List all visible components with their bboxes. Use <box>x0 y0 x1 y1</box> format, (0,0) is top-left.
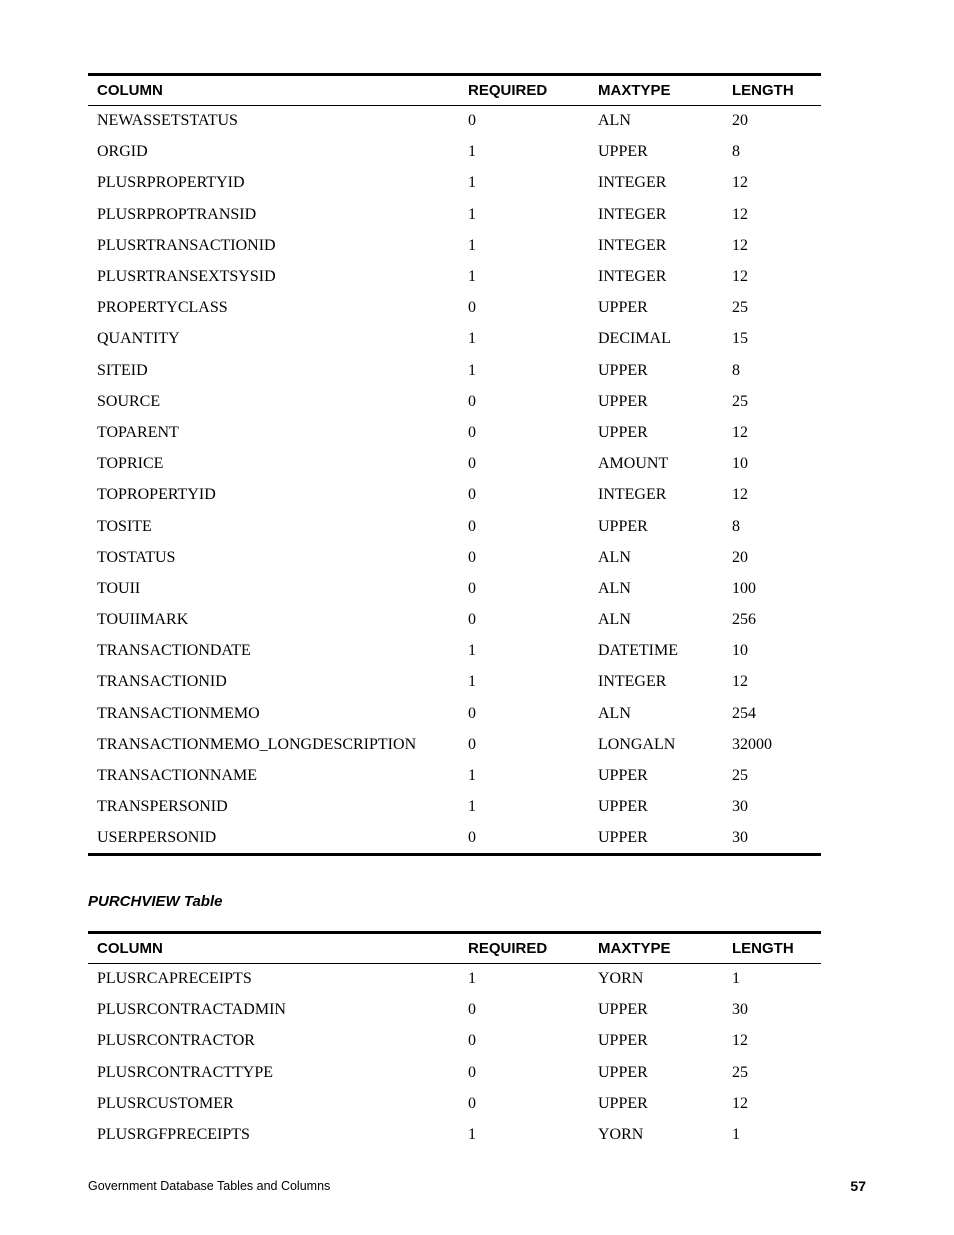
cell-column-name: TRANSACTIONMEMO_LONGDESCRIPTION <box>97 735 417 753</box>
cell-maxtype: ALN <box>598 704 631 722</box>
cell-maxtype: UPPER <box>589 823 723 854</box>
cell-column-name: PLUSRCAPRECEIPTS <box>97 970 252 988</box>
cell-maxtype: AMOUNT <box>598 455 669 473</box>
cell-length: 25 <box>732 1063 748 1081</box>
cell-required: 0 <box>468 112 476 130</box>
table-row <box>88 605 821 636</box>
cell-column-name: PLUSRCONTRACTTYPE <box>97 1063 274 1081</box>
table-body <box>88 106 821 855</box>
table-row <box>88 792 821 823</box>
table-row <box>88 760 821 791</box>
cell-length: 12 <box>732 205 748 223</box>
table-row <box>88 168 821 199</box>
cell-length: 25 <box>732 767 748 785</box>
cell-length: 10 <box>732 642 748 660</box>
header-required: REQUIRED <box>459 75 589 106</box>
cell-required: 1 <box>468 205 476 223</box>
footer-page-number: 57 <box>850 1178 866 1194</box>
table-row <box>88 1057 821 1088</box>
cell-column-name: PLUSRPROPTRANSID <box>97 205 257 223</box>
cell-length: 25 <box>732 299 748 317</box>
cell-length: 12 <box>732 1032 748 1050</box>
cell-length: 12 <box>732 673 748 691</box>
cell-maxtype: UPPER <box>598 767 648 785</box>
cell-length: 12 <box>732 1094 748 1112</box>
cell-maxtype: ALN <box>598 112 631 130</box>
cell-column-name: NEWASSETSTATUS <box>97 112 238 130</box>
cell-column-name: SITEID <box>97 361 148 379</box>
header-column: COLUMN <box>88 75 459 106</box>
table-row <box>88 823 821 854</box>
cell-maxtype: INTEGER <box>598 236 667 254</box>
table-row <box>88 995 821 1026</box>
table-body <box>88 964 821 1151</box>
cell-required: 1 <box>468 798 476 816</box>
table-row <box>88 667 821 698</box>
table-row <box>88 137 821 168</box>
cell-length: 12 <box>732 174 748 192</box>
table-row <box>88 511 821 542</box>
cell-length: 30 <box>732 798 748 816</box>
cell-required: 1 <box>468 268 476 286</box>
cell-required: 1 <box>468 330 476 348</box>
cell-length: 12 <box>732 268 748 286</box>
table-row <box>88 199 821 230</box>
column-table-2 <box>88 931 821 1151</box>
cell-length: 12 <box>732 486 748 504</box>
cell-column-name: TOPRICE <box>97 455 164 473</box>
cell-required: 0 <box>468 299 476 317</box>
cell-required: 1 <box>468 970 476 988</box>
cell-maxtype: INTEGER <box>598 268 667 286</box>
table-row <box>88 964 821 995</box>
cell-required: 0 <box>468 486 476 504</box>
cell-maxtype: YORN <box>598 970 644 988</box>
table-row <box>88 542 821 573</box>
cell-column-name: ORGID <box>97 143 148 161</box>
cell-length: 254 <box>732 704 756 722</box>
cell-length: 15 <box>732 330 748 348</box>
cell-required: 0 <box>468 392 476 410</box>
cell-column-name: PLUSRTRANSACTIONID <box>97 236 276 254</box>
cell-maxtype: LONGALN <box>598 735 676 753</box>
cell-maxtype: UPPER <box>598 423 648 441</box>
table-row <box>88 449 821 480</box>
cell-length: 8 <box>732 143 740 161</box>
cell-column-name: TOPROPERTYID <box>97 486 216 504</box>
cell-maxtype: UPPER <box>598 1032 648 1050</box>
table-row <box>88 261 821 292</box>
cell-maxtype: UPPER <box>598 1063 648 1081</box>
cell-length: 8 <box>732 361 740 379</box>
table-row <box>88 106 821 137</box>
cell-length: 256 <box>732 611 756 629</box>
table-row <box>88 698 821 729</box>
cell-maxtype: INTEGER <box>598 205 667 223</box>
cell-column-name: TRANSACTIONID <box>97 673 227 691</box>
cell-length: 32000 <box>732 735 772 753</box>
cell-required: 0 <box>468 579 476 597</box>
table-row <box>88 386 821 417</box>
cell-length: 25 <box>732 392 748 410</box>
cell-required: 0 <box>468 1063 476 1081</box>
cell-required: 0 <box>468 611 476 629</box>
table-row <box>88 1119 821 1150</box>
table-row <box>88 417 821 448</box>
cell-maxtype: UPPER <box>598 299 648 317</box>
cell-required: 1 <box>468 1126 476 1144</box>
cell-column-name: TRANSPERSONID <box>97 798 228 816</box>
table-row <box>88 1088 821 1119</box>
cell-length: 8 <box>732 517 740 535</box>
cell-required: 0 <box>468 548 476 566</box>
cell-column-name: PLUSRCONTRACTOR <box>97 1032 255 1050</box>
cell-column-name: PLUSRGFPRECEIPTS <box>97 1126 250 1144</box>
cell-maxtype: YORN <box>598 1126 644 1144</box>
cell-required: 1 <box>468 642 476 660</box>
cell-column-name: TRANSACTIONDATE <box>97 642 251 660</box>
cell-required: 0 <box>468 735 476 753</box>
header-length: LENGTH <box>723 75 821 106</box>
cell-maxtype: UPPER <box>598 1094 648 1112</box>
table-row <box>88 324 821 355</box>
cell-required: 1 <box>468 361 476 379</box>
cell-maxtype: UPPER <box>598 143 648 161</box>
cell-column-name: TRANSACTIONMEMO <box>97 704 260 722</box>
cell-column-name: TOSITE <box>97 517 152 535</box>
table-row <box>88 1026 821 1057</box>
cell-column-name: TOUII <box>97 579 141 597</box>
cell-maxtype: UPPER <box>598 517 648 535</box>
cell-required: 0 <box>468 1001 476 1019</box>
cell-length: 30 <box>732 1001 748 1019</box>
cell-length: 1 <box>732 970 740 988</box>
cell-required: 1 <box>468 143 476 161</box>
table-header-row <box>88 933 821 964</box>
table-row <box>88 729 821 760</box>
cell-column-name: PROPERTYCLASS <box>97 299 228 317</box>
header-required: REQUIRED <box>459 933 589 964</box>
table-header-row <box>88 75 821 106</box>
table-row <box>88 573 821 604</box>
cell-column-name: TRANSACTIONNAME <box>97 767 257 785</box>
cell-length: 1 <box>732 1126 740 1144</box>
cell-column-name: PLUSRCONTRACTADMIN <box>97 1001 286 1019</box>
cell-length: 30 <box>723 823 821 854</box>
cell-maxtype: ALN <box>598 548 631 566</box>
cell-required: 0 <box>468 423 476 441</box>
cell-maxtype: DATETIME <box>598 642 678 660</box>
cell-required: 0 <box>468 517 476 535</box>
table-row <box>88 293 821 324</box>
footer-document-title: Government Database Tables and Columns <box>88 1179 331 1193</box>
cell-maxtype: UPPER <box>598 1001 648 1019</box>
table-row <box>88 355 821 386</box>
cell-length: 12 <box>732 236 748 254</box>
cell-column-name: TOSTATUS <box>97 548 176 566</box>
cell-column-name: USERPERSONID <box>88 823 459 854</box>
cell-maxtype: INTEGER <box>598 486 667 504</box>
header-maxtype: MAXTYPE <box>589 75 723 106</box>
cell-maxtype: INTEGER <box>598 673 667 691</box>
cell-maxtype: UPPER <box>598 798 648 816</box>
cell-required: 0 <box>468 704 476 722</box>
cell-length: 20 <box>732 112 748 130</box>
cell-maxtype: UPPER <box>598 361 648 379</box>
cell-length: 20 <box>732 548 748 566</box>
cell-column-name: QUANTITY <box>97 330 180 348</box>
cell-column-name: PLUSRCUSTOMER <box>97 1094 234 1112</box>
section-title-purchview: PURCHVIEW Table <box>88 893 223 910</box>
cell-column-name: SOURCE <box>97 392 161 410</box>
cell-maxtype: ALN <box>598 611 631 629</box>
cell-maxtype: UPPER <box>598 392 648 410</box>
column-table-1 <box>88 73 821 856</box>
cell-column-name: TOPARENT <box>97 423 179 441</box>
cell-maxtype: INTEGER <box>598 174 667 192</box>
header-maxtype: MAXTYPE <box>589 933 723 964</box>
table-row <box>88 636 821 667</box>
cell-required: 1 <box>468 673 476 691</box>
cell-column-name: TOUIIMARK <box>97 611 189 629</box>
cell-required: 1 <box>468 236 476 254</box>
cell-length: 100 <box>732 579 756 597</box>
table-row <box>88 230 821 261</box>
cell-required: 1 <box>468 767 476 785</box>
cell-column-name: PLUSRTRANSEXTSYSID <box>97 268 276 286</box>
cell-length: 10 <box>732 455 748 473</box>
cell-maxtype: DECIMAL <box>598 330 671 348</box>
cell-required: 0 <box>468 1032 476 1050</box>
cell-required: 0 <box>459 823 589 854</box>
header-length: LENGTH <box>723 933 821 964</box>
cell-required: 1 <box>468 174 476 192</box>
cell-length: 12 <box>732 423 748 441</box>
header-column: COLUMN <box>88 933 459 964</box>
cell-required: 0 <box>468 1094 476 1112</box>
cell-column-name: PLUSRPROPERTYID <box>97 174 245 192</box>
table-row <box>88 480 821 511</box>
cell-required: 0 <box>468 455 476 473</box>
cell-maxtype: ALN <box>598 579 631 597</box>
